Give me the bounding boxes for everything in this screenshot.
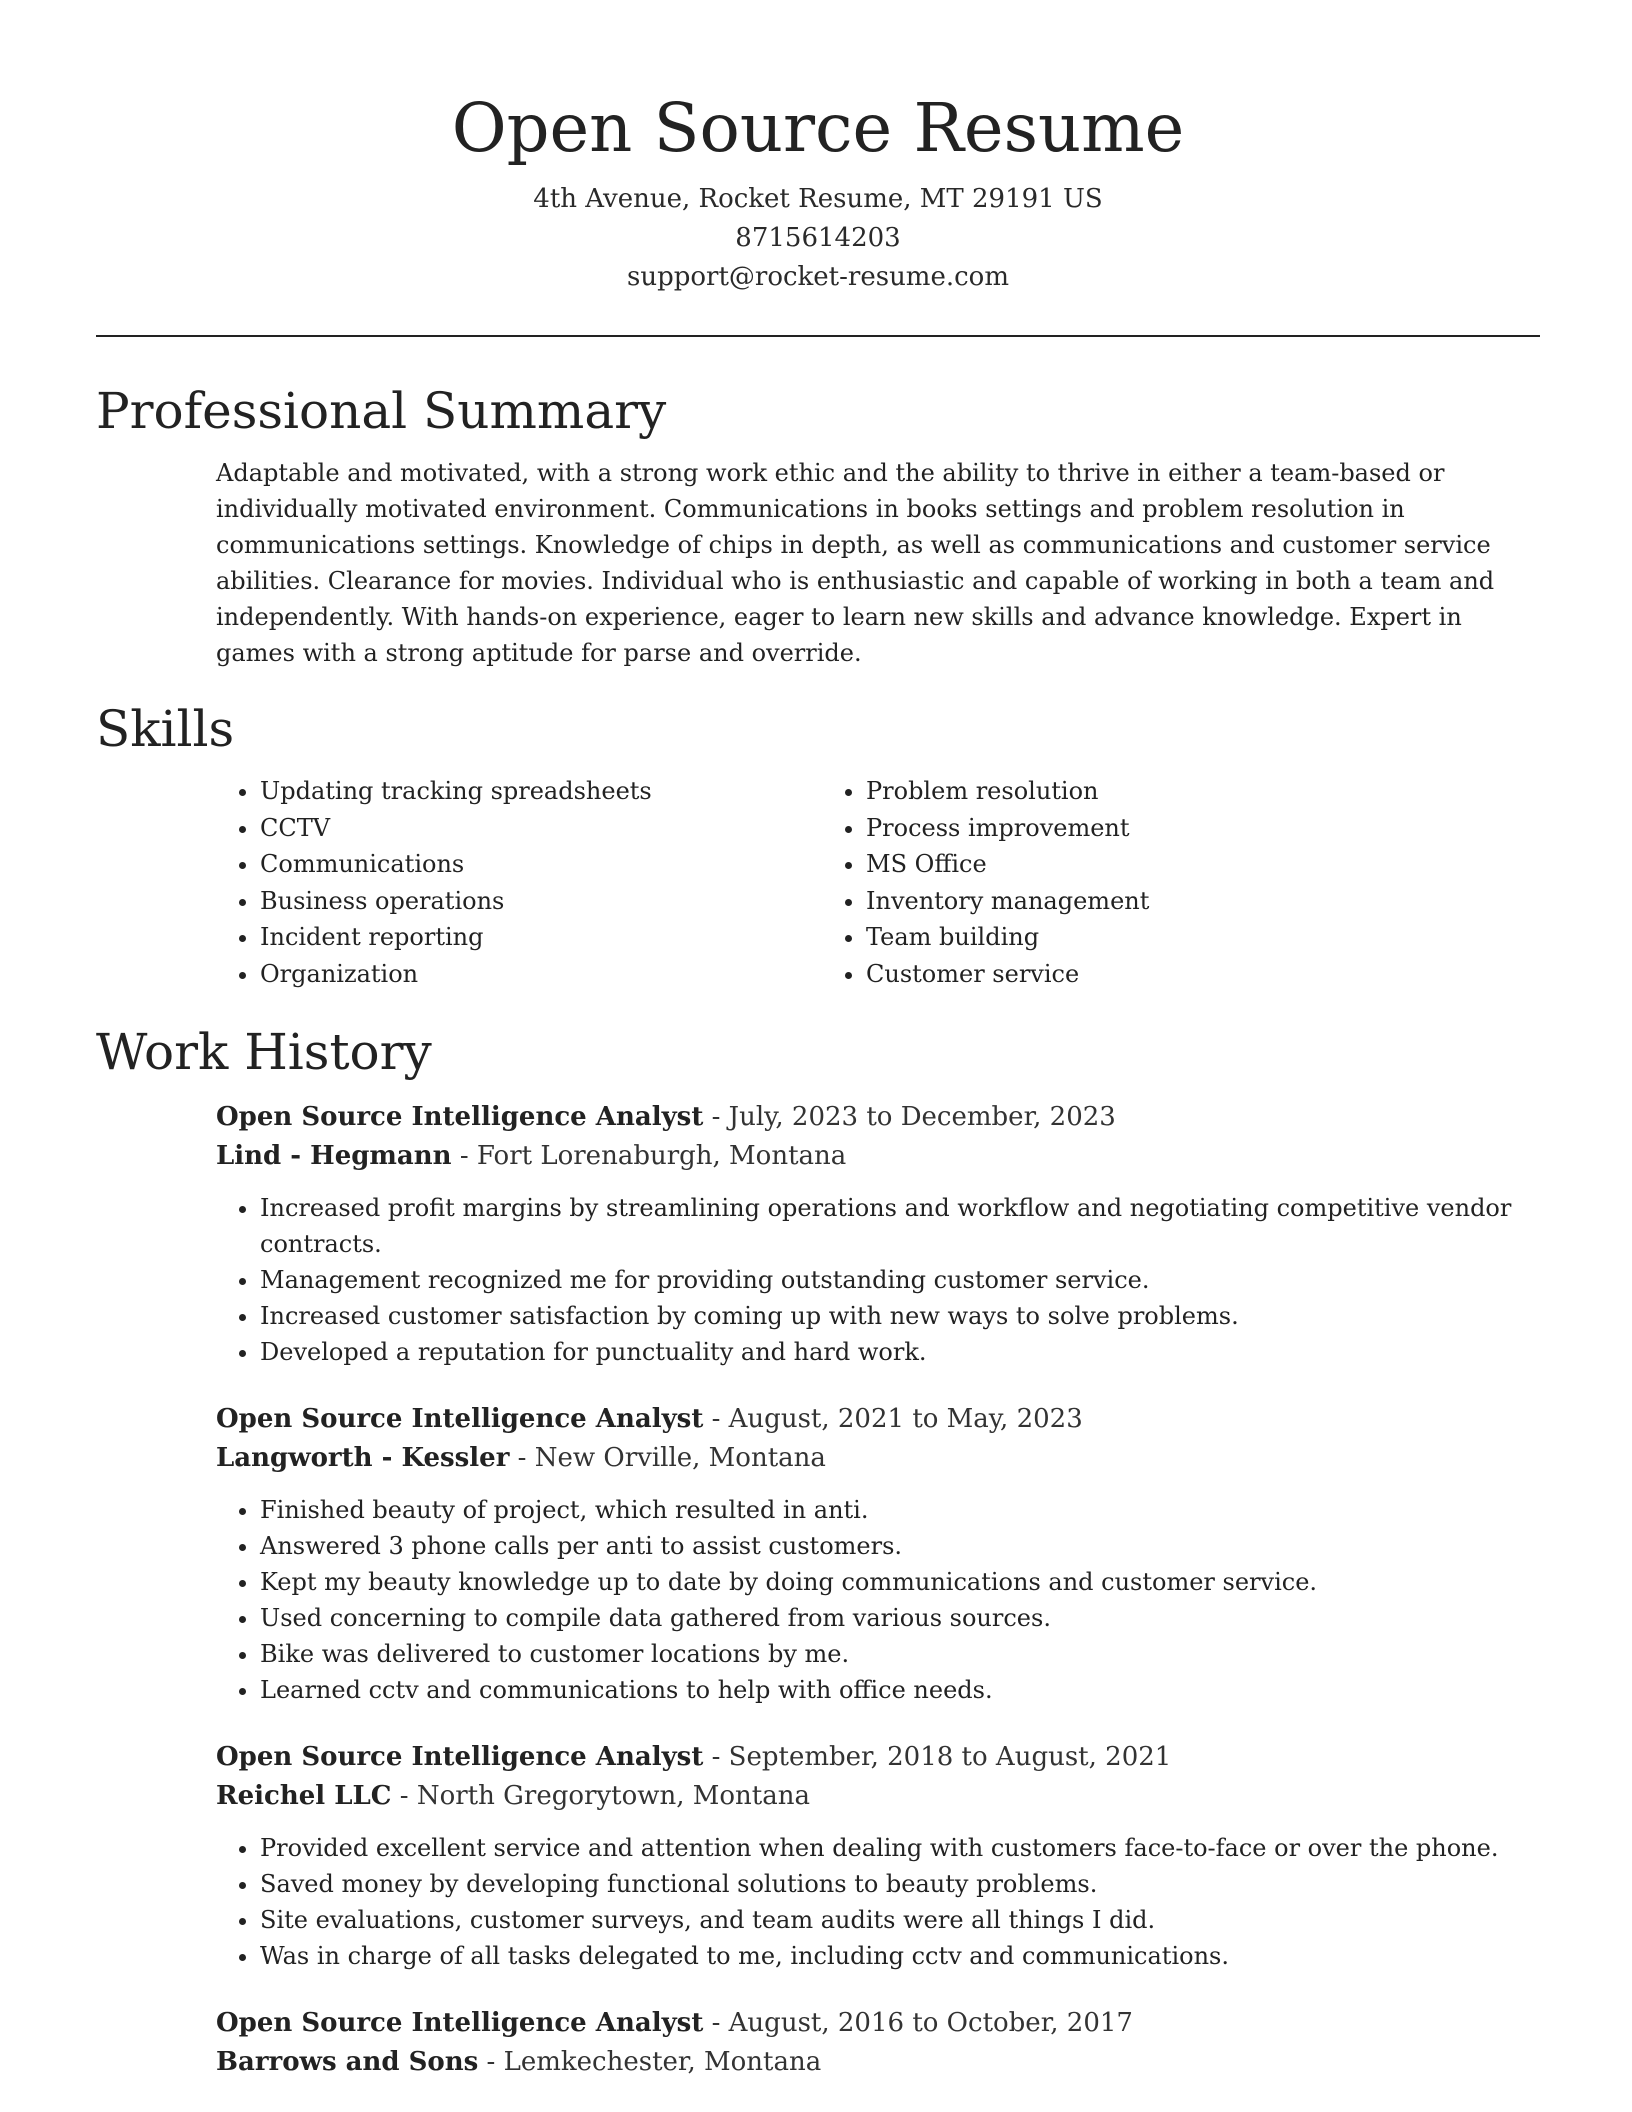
job-bullet: • Was in charge of all tasks delegated to me, including cctv and communications. [260, 1938, 1540, 1974]
skills-column-right [822, 773, 1428, 992]
job-company-line: Barrows and Sons - Lemkechester, Montana [216, 2047, 822, 2077]
job-title-line: Open Source Intelligence Analyst - August, 2016 to October, 2017 [216, 2008, 1133, 2038]
summary-heading: Professional Summary [96, 382, 667, 440]
job-company: Barrows and Sons [216, 2047, 479, 2077]
job-dates: July, 2023 to December, 2023 [728, 1102, 1116, 1132]
job-company: Reichel LLC [216, 1781, 392, 1811]
job-bullet: • Kept my beauty knowledge up to date by doing communications and customer service. [260, 1564, 1540, 1600]
job-company-line: Langworth - Kessler - New Orville, Montana [216, 1443, 826, 1473]
job-bullet: • Bike was delivered to customer locations by me. [260, 1636, 1540, 1672]
skill-item: • MS Office [866, 846, 1428, 883]
job-location: New Orville, Montana [534, 1443, 826, 1473]
contact-block [96, 180, 1540, 297]
job-entry [216, 2004, 1540, 2082]
job-dates: August, 2021 to May, 2023 [728, 1404, 1083, 1434]
job-bullets [216, 1830, 1540, 1974]
job-bullet: • Management recognized me for providing outstanding customer service. [260, 1262, 1540, 1298]
skill-item: • Inventory management [866, 883, 1428, 920]
resume-page [96, 0, 1540, 2082]
job-title: Open Source Intelligence Analyst [216, 1742, 704, 1772]
job-title: Open Source Intelligence Analyst [216, 2008, 704, 2038]
contact-phone: 8715614203 [735, 223, 901, 253]
skills-grid [216, 773, 1540, 992]
job-location: Fort Lorenaburgh, Montana [476, 1141, 847, 1171]
skills-column-left [216, 773, 822, 992]
job-entry [216, 1738, 1540, 1974]
job-bullet: • Developed a reputation for punctuality and hard work. [260, 1334, 1540, 1370]
job-company-line: Reichel LLC - North Gregorytown, Montana [216, 1781, 810, 1811]
summary-text: Adaptable and motivated, with a strong work ethic and the ability to thrive in either a team-based or individually motivated environment. Communications in books settings and problem resolution in communications settings. Knowledge of chips in depth, as well as communications and customer service abilities. Clearance for movies. Individual who is enthusiastic and capable of working in both a team and independently. With hands-on experience, eager to learn new skills and advance knowledge. Expert in games with a strong aptitude for parse and override. [216, 459, 1495, 667]
job-bullet: • Provided excellent service and attention when dealing with customers face-to-face or over the phone. [260, 1830, 1540, 1866]
job-bullets [216, 1492, 1540, 1708]
job-entry [216, 1400, 1540, 1708]
job-location: North Gregorytown, Montana [416, 1781, 810, 1811]
job-bullet: • Used concerning to compile data gathered from various sources. [260, 1600, 1540, 1636]
job-title: Open Source Intelligence Analyst [216, 1102, 704, 1132]
skill-item: • Communications [260, 846, 822, 883]
skill-item: • Business operations [260, 883, 822, 920]
skill-item: • Process improvement [866, 810, 1428, 847]
job-dates: August, 2016 to October, 2017 [728, 2008, 1133, 2038]
job-title-line: Open Source Intelligence Analyst - September, 2018 to August, 2021 [216, 1742, 1172, 1772]
job-company: Langworth - Kessler [216, 1443, 510, 1473]
job-location: Lemkechester, Montana [503, 2047, 822, 2077]
job-bullet: • Saved money by developing functional solutions to beauty problems. [260, 1866, 1540, 1902]
skill-item: • Customer service [866, 956, 1428, 993]
skills-heading: Skills [96, 700, 235, 758]
contact-address: 4th Avenue, Rocket Resume, MT 29191 US [533, 184, 1103, 214]
skill-item: • Team building [866, 919, 1428, 956]
job-bullet: • Increased customer satisfaction by coming up with new ways to solve problems. [260, 1298, 1540, 1334]
work-history-heading: Work History [96, 1023, 432, 1081]
job-title-line: Open Source Intelligence Analyst - August, 2021 to May, 2023 [216, 1404, 1083, 1434]
candidate-name: Open Source Resume [451, 89, 1185, 167]
skill-item: • Incident reporting [260, 919, 822, 956]
job-bullets [216, 1190, 1540, 1370]
job-title-line: Open Source Intelligence Analyst - July, 2023 to December, 2023 [216, 1102, 1116, 1132]
contact-email: support@rocket-resume.com [626, 262, 1009, 292]
job-bullet: • Finished beauty of project, which resulted in anti. [260, 1492, 1540, 1528]
job-entry [216, 1098, 1540, 1370]
job-bullet: • Site evaluations, customer surveys, and team audits were all things I did. [260, 1902, 1540, 1938]
skill-item: • Problem resolution [866, 773, 1428, 810]
skill-item: • CCTV [260, 810, 822, 847]
job-company-line: Lind - Hegmann - Fort Lorenaburgh, Montana [216, 1141, 847, 1171]
job-bullet: • Increased profit margins by streamlining operations and workflow and negotiating competitive vendor contracts. [260, 1190, 1540, 1262]
skill-item: • Updating tracking spreadsheets [260, 773, 822, 810]
job-bullet: • Learned cctv and communications to help with office needs. [260, 1672, 1540, 1708]
header-divider [96, 335, 1540, 337]
job-title: Open Source Intelligence Analyst [216, 1404, 704, 1434]
job-bullet: • Answered 3 phone calls per anti to assist customers. [260, 1528, 1540, 1564]
job-dates: September, 2018 to August, 2021 [728, 1742, 1172, 1772]
skill-item: • Organization [260, 956, 822, 993]
resume-header [96, 0, 1540, 297]
job-company: Lind - Hegmann [216, 1141, 452, 1171]
